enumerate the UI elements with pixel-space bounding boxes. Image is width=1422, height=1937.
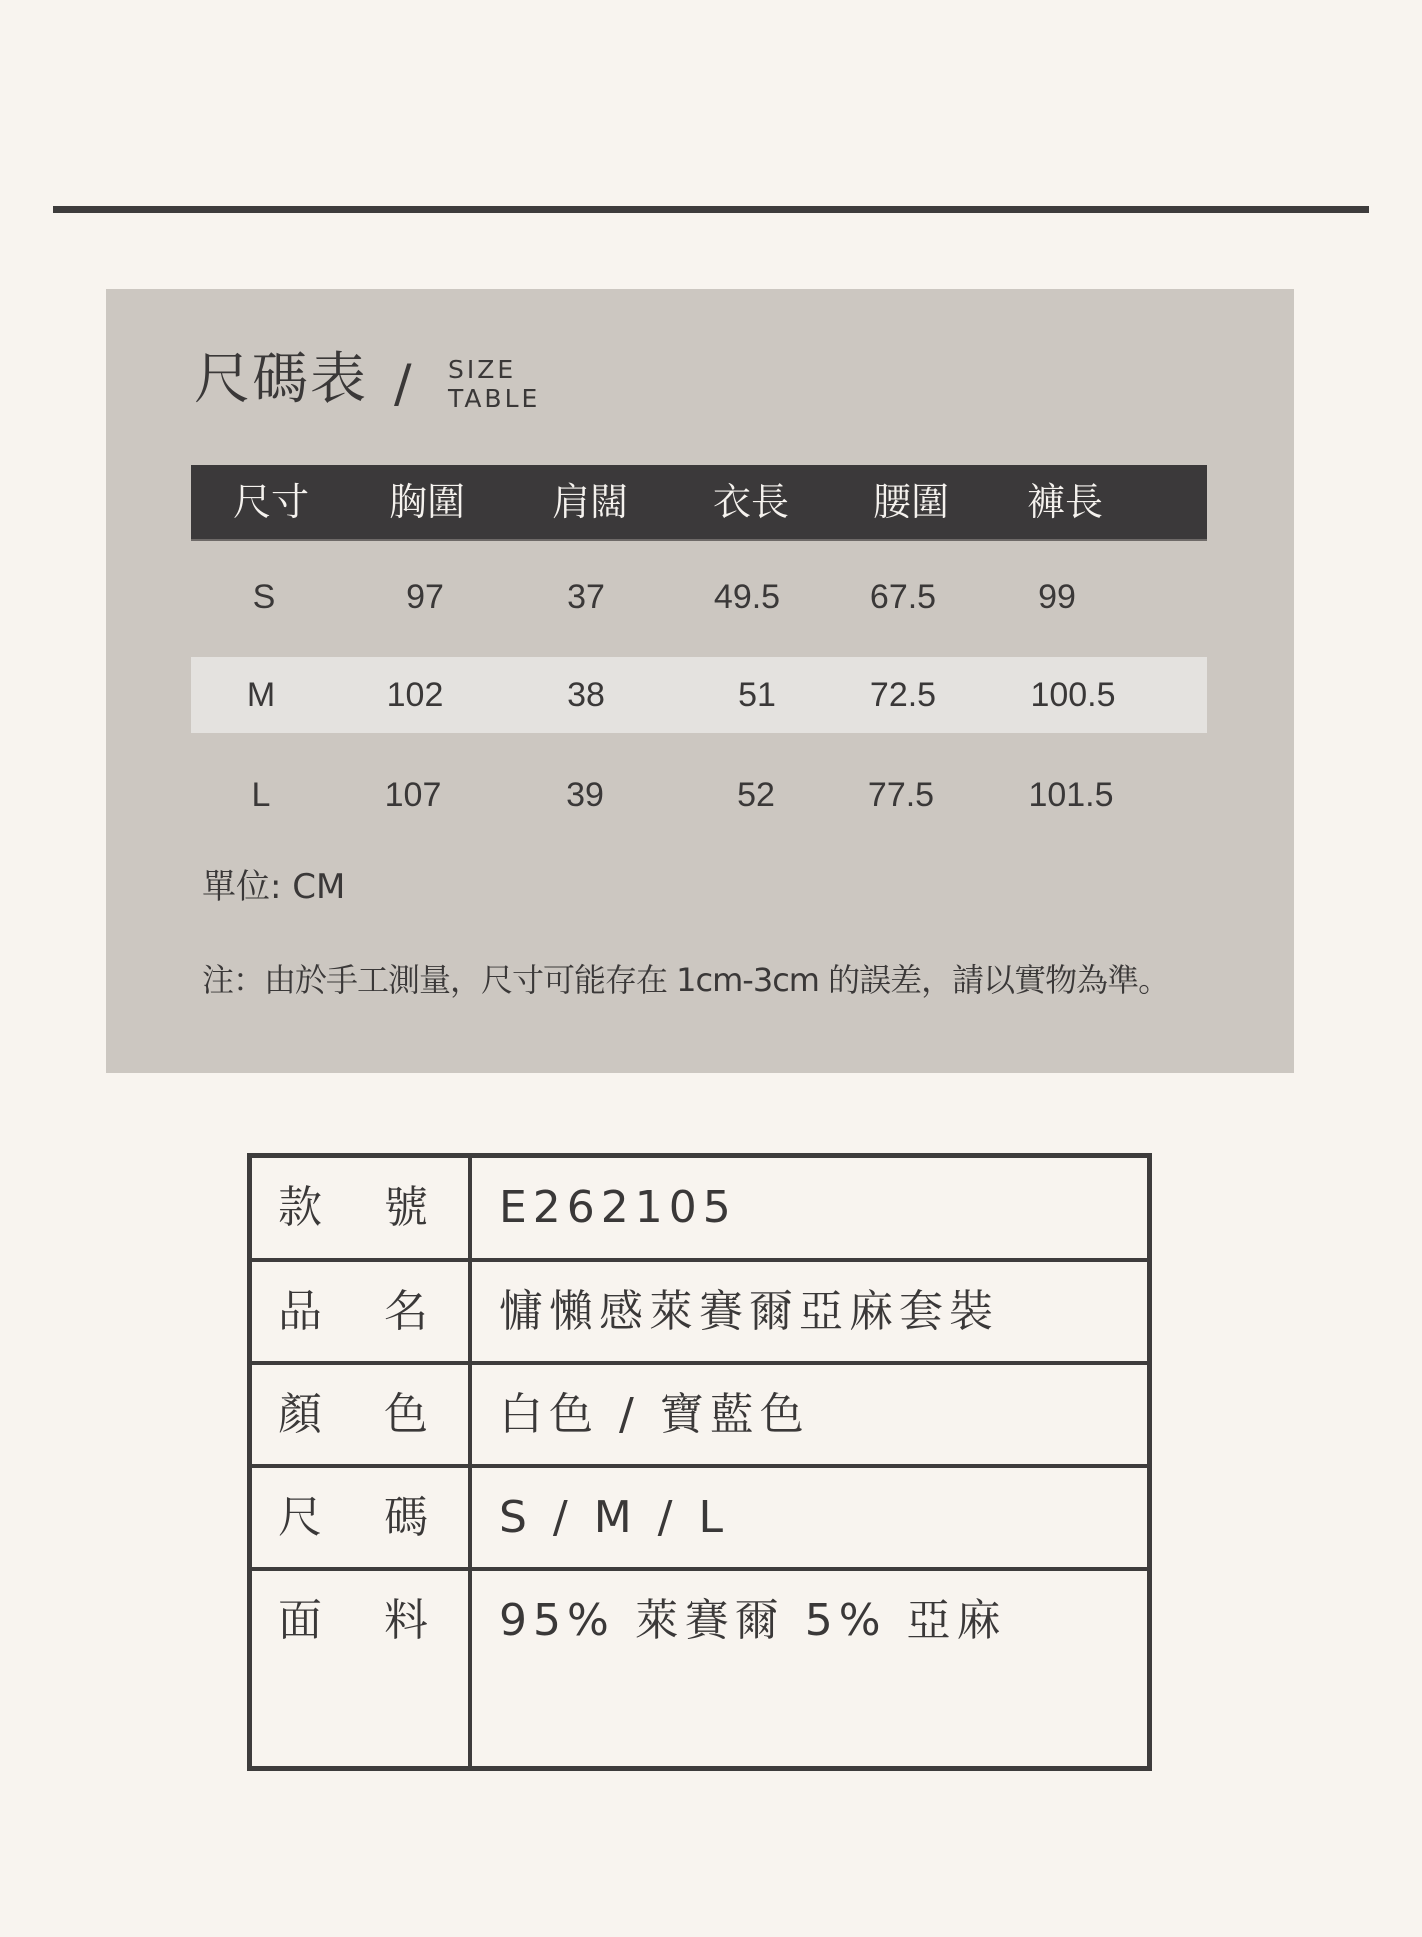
spec-label <box>278 1180 428 1236</box>
product-spec-table <box>247 1153 1152 1771</box>
table-cell: 97 <box>406 578 444 616</box>
table-cell: 67.5 <box>869 578 937 616</box>
table-cell: 72.5 <box>869 676 937 714</box>
title-english-line2: TABLE <box>448 384 541 413</box>
table-cell: 100.5 <box>1030 676 1116 714</box>
spec-label-char: 面 <box>278 1595 322 1646</box>
size-row-s <box>191 559 1207 635</box>
unit-label: 單位: CM <box>202 867 346 907</box>
spec-label <box>278 1490 428 1546</box>
table-cell: 37 <box>567 578 605 616</box>
size-table-header <box>191 465 1207 541</box>
title-slash: / <box>394 354 412 414</box>
spec-value: 95% 萊賽爾 5% 亞麻 <box>499 1595 1007 1646</box>
spec-value: E262105 <box>499 1182 737 1233</box>
header-pants-length: 褲長 <box>1027 480 1104 524</box>
spec-label <box>278 1284 428 1340</box>
spec-value: 白色 / 寶藍色 <box>499 1389 810 1440</box>
table-cell: 38 <box>567 676 605 714</box>
header-length: 衣長 <box>713 480 790 524</box>
table-cell: 99 <box>1038 578 1076 616</box>
table-cell: 101.5 <box>1028 776 1114 814</box>
table-cell: 39 <box>566 776 604 814</box>
header-shoulder: 肩闊 <box>552 480 629 524</box>
spec-row-size <box>252 1468 1147 1571</box>
table-cell: 102 <box>386 676 444 714</box>
table-cell: 77.5 <box>867 776 935 814</box>
spec-label-char: 色 <box>384 1389 428 1440</box>
spec-value: 慵懶感萊賽爾亞麻套裝 <box>499 1286 999 1337</box>
size-chart-panel <box>106 289 1294 1073</box>
spec-label-char: 顏 <box>278 1389 322 1440</box>
title-english <box>448 355 540 413</box>
spec-row-material <box>252 1571 1147 1766</box>
table-cell: 107 <box>384 776 442 814</box>
header-chest: 胸圍 <box>389 480 466 524</box>
spec-row-color <box>252 1365 1147 1468</box>
spec-label-char: 名 <box>384 1286 428 1337</box>
spec-label <box>278 1387 428 1443</box>
spec-label-char: 尺 <box>278 1492 322 1543</box>
spec-label-char: 碼 <box>384 1492 428 1543</box>
spec-label-char: 號 <box>384 1182 428 1233</box>
measurement-note: 注：由於手工測量，尺寸可能存在 1cm-3cm 的誤差，請以實物為準。 <box>202 961 1170 999</box>
spec-label-char: 款 <box>278 1182 322 1233</box>
title-english-line1: SIZE <box>448 355 517 384</box>
header-waist: 腰圍 <box>873 480 950 524</box>
top-divider <box>53 206 1369 213</box>
table-cell: 51 <box>738 676 776 714</box>
table-cell: L <box>251 776 271 814</box>
title-chinese: 尺碼表 <box>194 347 368 412</box>
table-cell: 52 <box>737 776 775 814</box>
spec-value: S / M / L <box>499 1492 729 1543</box>
header-size: 尺寸 <box>233 480 310 524</box>
table-cell: 49.5 <box>713 578 781 616</box>
spec-label-char: 品 <box>278 1286 322 1337</box>
table-cell: M <box>246 676 276 714</box>
spec-row-product-name <box>252 1262 1147 1365</box>
spec-row-style-number <box>252 1158 1147 1262</box>
spec-label <box>278 1593 428 1649</box>
size-row-l <box>191 757 1207 833</box>
size-row-m <box>191 657 1207 733</box>
spec-label-char: 料 <box>384 1595 428 1646</box>
table-cell: S <box>252 578 276 616</box>
